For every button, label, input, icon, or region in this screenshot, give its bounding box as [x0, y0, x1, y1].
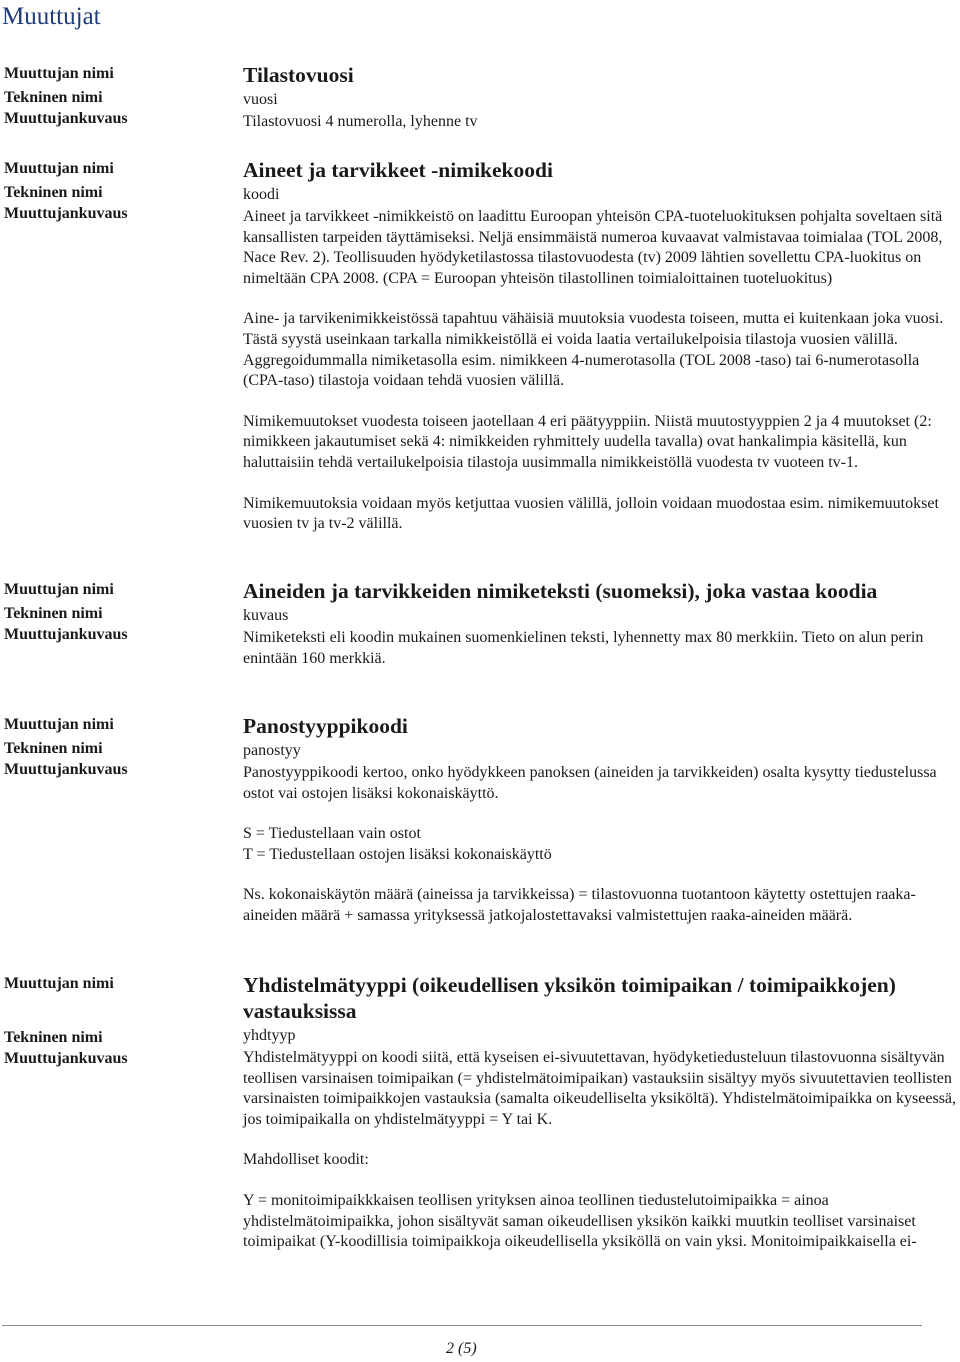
description-paragraph: Aineet ja tarvikkeet -nimikkeistö on laadittu Euroopan yhteisön CPA-tuoteluokituksen pohjalta soveltaen sitä kansallisten tarpeiden täyttämiseksi. Neljä ensimmäistä numeroa kuvaavat valmistavaa toimialaa (TOL 2008, Nace Rev. 2). Teollisuuden hyödyketilastossa tilastovuodesta (tv) 2009 lähtien sovellettu CPA-luokitus on nimeltään CPA 2008. (CPA = Euroopan yhteisön tilastollinen toimialoittainen tuoteluokitus) [243, 208, 943, 287]
description-paragraph: Nimikemuutoksia voidaan myös ketjuttaa vuosien välillä, jolloin voidaan muodostaa esim. nimikemuutokset vuosien tv ja tv-2 välillä. [243, 494, 939, 533]
variable-title: Panostyyppikoodi [243, 714, 408, 738]
page-title: Muuttujat [2, 3, 101, 30]
description-paragraph: Nimikemuutokset vuodesta toiseen jaotellaan 4 eri päätyyppiin. Niistä muutostyyppien 2 ja 4 muutokset (2: nimikkeen jakautumiset sekä 4: nimikkeiden ryhmittely uudella tavalla) ovat hankalimpia käsitellä, kun haluttaisiin tehdä vertailukelpoisia tilastoja uusimmalla nimikkeistöllä vuodesta tv vuoteen tv-1. [243, 412, 932, 471]
variable-title: Yhdistelmätyyppi (oikeudellisen yksikön toimipaikan / toimipaikkojen) vastauksissa [243, 973, 896, 1023]
code-s: S = Tiedustellaan vain ostot [243, 825, 421, 843]
label-variable-description: Muuttujankuvaus [4, 110, 128, 127]
description-paragraph: Ns. kokonaiskäytön määrä (aineissa ja tarvikkeissa) = tilastovuonna tuotantoon käytetty ostettujen raaka-aineiden määrä + samassa yrityksessä jatkojalostettavaksi valmistettujen raaka-aineiden määrä. [243, 886, 916, 924]
technical-name: panostyy [243, 742, 301, 759]
label-variable-name: Muuttujan nimi [4, 65, 114, 82]
description-paragraph: Panostyyppikoodi kertoo, onko hyödykkeen panoksen (aineiden ja tarvikkeiden) osalta kysytty tiedustelussa ostot vai ostojen lisäksi kokonaiskäyttö. [243, 764, 937, 802]
label-variable-description: Muuttujankuvaus [4, 761, 128, 778]
variable-content [243, 713, 959, 927]
field-labels [4, 972, 236, 1071]
code-t: T = Tiedustellaan ostojen lisäksi kokonaiskäyttö [243, 845, 552, 863]
label-variable-name: Muuttujan nimi [4, 716, 114, 733]
label-variable-name: Muuttujan nimi [4, 581, 114, 598]
variable-title: Aineiden ja tarvikkeiden nimiketeksti (suomeksi), joka vastaa koodia [243, 579, 878, 603]
label-variable-description: Muuttujankuvaus [4, 205, 128, 222]
label-variable-description: Muuttujankuvaus [4, 626, 128, 643]
page-number: 2 (5) [446, 1340, 477, 1357]
variable-content [243, 157, 959, 535]
label-variable-name: Muuttujan nimi [4, 160, 114, 177]
technical-name: koodi [243, 186, 280, 203]
technical-name: kuvaus [243, 607, 289, 624]
possible-codes-heading: Mahdolliset koodit: [243, 1151, 369, 1169]
field-labels [4, 62, 236, 131]
label-technical-name: Tekninen nimi [4, 605, 103, 622]
field-labels [4, 578, 236, 647]
variable-content [243, 578, 959, 669]
label-technical-name: Tekninen nimi [4, 89, 103, 106]
field-labels [4, 713, 236, 782]
variable-content [243, 62, 959, 133]
description-paragraph: Nimiketeksti eli koodin mukainen suomenkielinen teksti, lyhennetty max 80 merkkiin. Tieto on alun perin enintään 160 merkkiä. [243, 629, 924, 667]
field-labels [4, 157, 236, 226]
description-paragraph: Tilastovuosi 4 numerolla, lyhenne tv [243, 113, 478, 130]
description-paragraph: Y = monitoimipaikkkaisen teollisen yrityksen ainoa teollinen tiedustelutoimipaikka = ainoa yhdistelmätoimipaikka, johon sisältyvät saman oikeudellisen yksikön kaikki muutkin teolliset varsinaiset toimipaikat (Y-koodillisia toimipaikkoja oikeudellisella yksiköllä on vain yksi. Monitoimipaikkaisella ei- [243, 1191, 917, 1251]
label-variable-description: Muuttujankuvaus [4, 1050, 128, 1067]
label-technical-name: Tekninen nimi [4, 740, 103, 757]
description-paragraph: Aine- ja tarvikenimikkeistössä tapahtuu vähäisiä muutoksia vuodesta toiseen, mutta ei kuitenkaan joka vuosi. Tästä syystä useinkaan tarkalla nimikkeistöllä ei voida laatia vertailukelpoisia tilastoja vuosien välillä. Aggregoidummalla nimiketasolla esim. nimikkeen 4-numerotasolla (TOL 2008 -taso) tai 6-numerotasolla (CPA-taso) tilastoja voidaan tehdä vuosien välillä. [243, 310, 944, 390]
variable-title: Tilastovuosi [243, 63, 354, 87]
label-technical-name: Tekninen nimi [4, 1029, 103, 1046]
variable-title: Aineet ja tarvikkeet -nimikekoodi [243, 158, 553, 182]
label-variable-name: Muuttujan nimi [4, 975, 114, 992]
description-paragraph: Yhdistelmätyyppi on koodi siitä, että kyseisen ei-sivuutettavan, hyödyketiedusteluun tilastovuonna sisältyvän teollisen varsinaisen toimipaikan (= yhdistelmätoimipaikan) vastauksiin sisältyy myös sivuutettavien teollisten varsinaisten toimipaikkojen vastauksia (samalta oikeudelliselta yksiköltä). Yhdistelmätoimipaikka on kyseessä, jos toimipaikalla on yhdistelmätyyppi = Y tai K. [243, 1049, 957, 1128]
technical-name: vuosi [243, 91, 278, 108]
footer-divider [2, 1325, 922, 1326]
label-technical-name: Tekninen nimi [4, 184, 103, 201]
technical-name: yhdtyyp [243, 1027, 296, 1044]
variable-content [243, 972, 959, 1253]
